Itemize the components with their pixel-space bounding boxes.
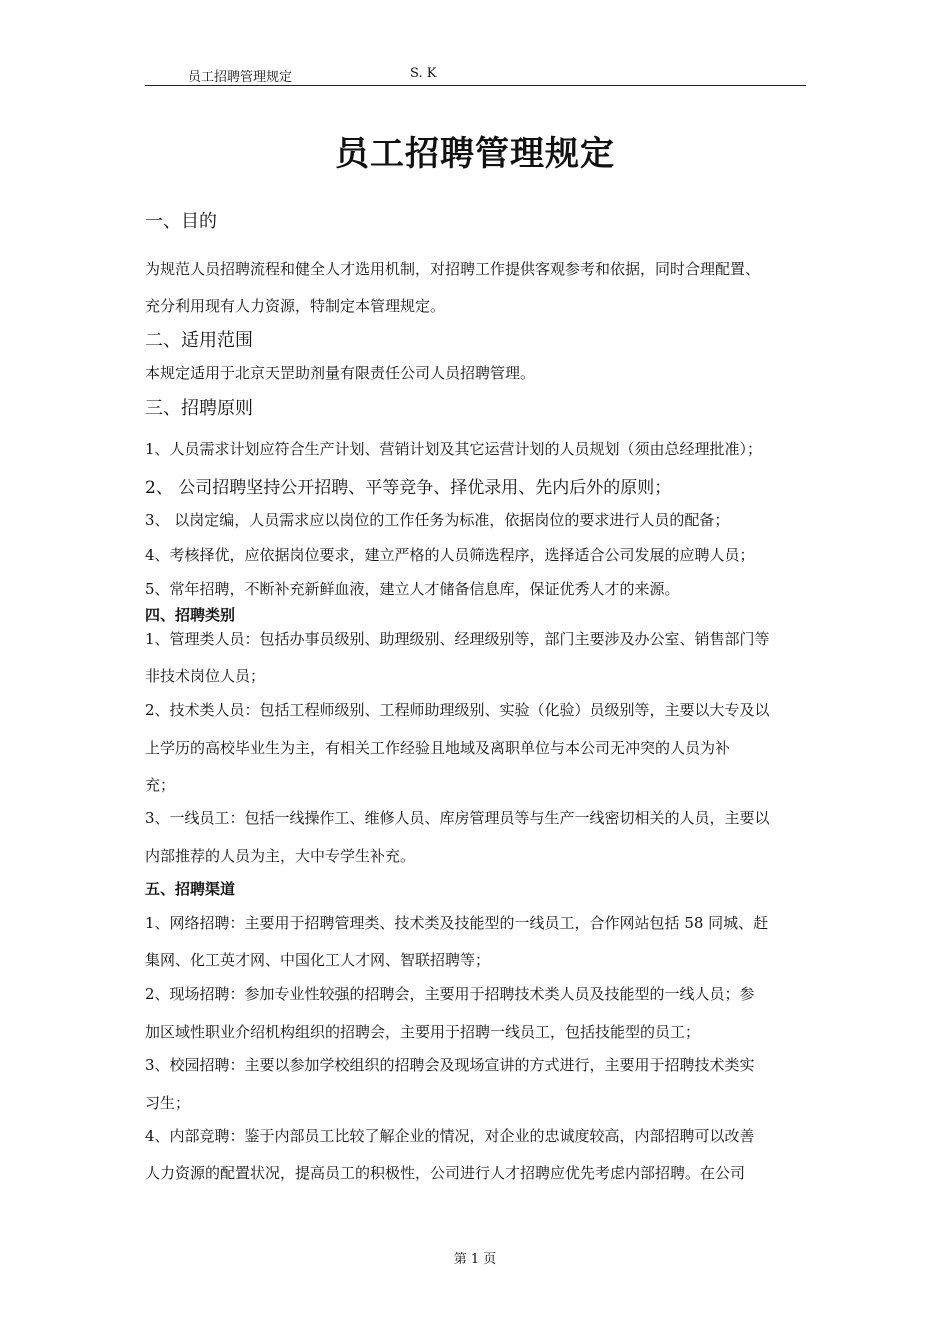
paragraph-line: 4、内部竞聘：鉴于内部员工比较了解企业的情况，对企业的忠诚度较高，内部招聘可以改善	[145, 1127, 755, 1145]
paragraph-line: 2、技术类人员：包括工程师级别、工程师助理级别、实验（化验）员级别等，主要以大专及以	[145, 701, 770, 719]
paragraph-line: 3、校园招聘：主要以参加学校组织的招聘会及现场宣讲的方式进行，主要用于招聘技术类实	[145, 1056, 755, 1074]
paragraph-line: 充分利用现有人力资源，特制定本管理规定。	[145, 297, 446, 315]
section-heading: 二、适用范围	[145, 330, 253, 351]
paragraph-line: 集网、化工英才网、中国化工人才网、智联招聘等；	[145, 951, 491, 969]
paragraph-line: 1、网络招聘：主要用于招聘管理类、技术类及技能型的一线员工，合作网站包括 58 同城、赶	[145, 914, 769, 932]
paragraph-line: 为规范人员招聘流程和健全人才选用机制，对招聘工作提供客观参考和依据，同时合理配置、	[145, 260, 761, 278]
list-item: 2、 公司招聘坚持公开招聘、平等竞争、择优录用、先内后外的原则；	[145, 478, 672, 498]
paragraph-line: 充；	[145, 776, 176, 794]
page-number: 第 1 页	[453, 1252, 497, 1267]
paragraph-line: 人力资源的配置状况，提高员工的积极性，公司进行人才招聘应优先考虑内部招聘。在公司	[145, 1164, 746, 1182]
section-heading: 一、目的	[145, 211, 217, 232]
paragraph-line: 2、现场招聘：参加专业性较强的招聘会，主要用于招聘技术类人员及技能型的一线人员；参	[145, 985, 755, 1003]
section-heading: 三、招聘原则	[145, 398, 253, 419]
document-title: 员工招聘管理规定	[335, 134, 615, 174]
paragraph-line: 习生；	[145, 1094, 191, 1112]
paragraph-line: 1、管理类人员：包括办事员级别、助理级别、经理级别等，部门主要涉及办公室、销售部门等	[145, 630, 770, 648]
header-code: S. K	[410, 66, 437, 81]
paragraph-line: 本规定适用于北京天罡助剂量有限责任公司人员招聘管理。	[145, 364, 536, 382]
paragraph-line: 内部推荐的人员为主，大中专学生补充。	[145, 847, 416, 865]
paragraph-line: 非技术岗位人员；	[145, 667, 266, 685]
page-header	[145, 66, 806, 86]
list-item: 3、 以岗定编，人员需求应以岗位的工作任务为标准，依据岗位的要求进行人员的配备；	[145, 511, 730, 529]
paragraph-line: 3、一线员工：包括一线操作工、维修人员、库房管理员等与生产一线密切相关的人员，主要以	[145, 809, 770, 827]
header-doc-title: 员工招聘管理规定	[188, 70, 293, 85]
paragraph-line: 上学历的高校毕业生为主，有相关工作经验且地域及离职单位与本公司无冲突的人员为补	[145, 739, 731, 757]
list-item: 4、考核择优，应依据岗位要求，建立严格的人员筛选程序，选择适合公司发展的应聘人员；	[145, 546, 755, 564]
section-heading: 五、招聘渠道	[145, 880, 236, 898]
list-item: 1、人员需求计划应符合生产计划、营销计划及其它运营计划的人员规划（须由总经理批准）；	[145, 440, 763, 458]
section-heading: 四、招聘类别	[145, 606, 236, 624]
paragraph-line: 加区域性职业介绍机构组织的招聘会，主要用于招聘一线员工，包括技能型的员工；	[145, 1023, 701, 1041]
list-item: 5、常年招聘，不断补充新鲜血液，建立人才储备信息库，保证优秀人才的来源。	[145, 580, 680, 598]
